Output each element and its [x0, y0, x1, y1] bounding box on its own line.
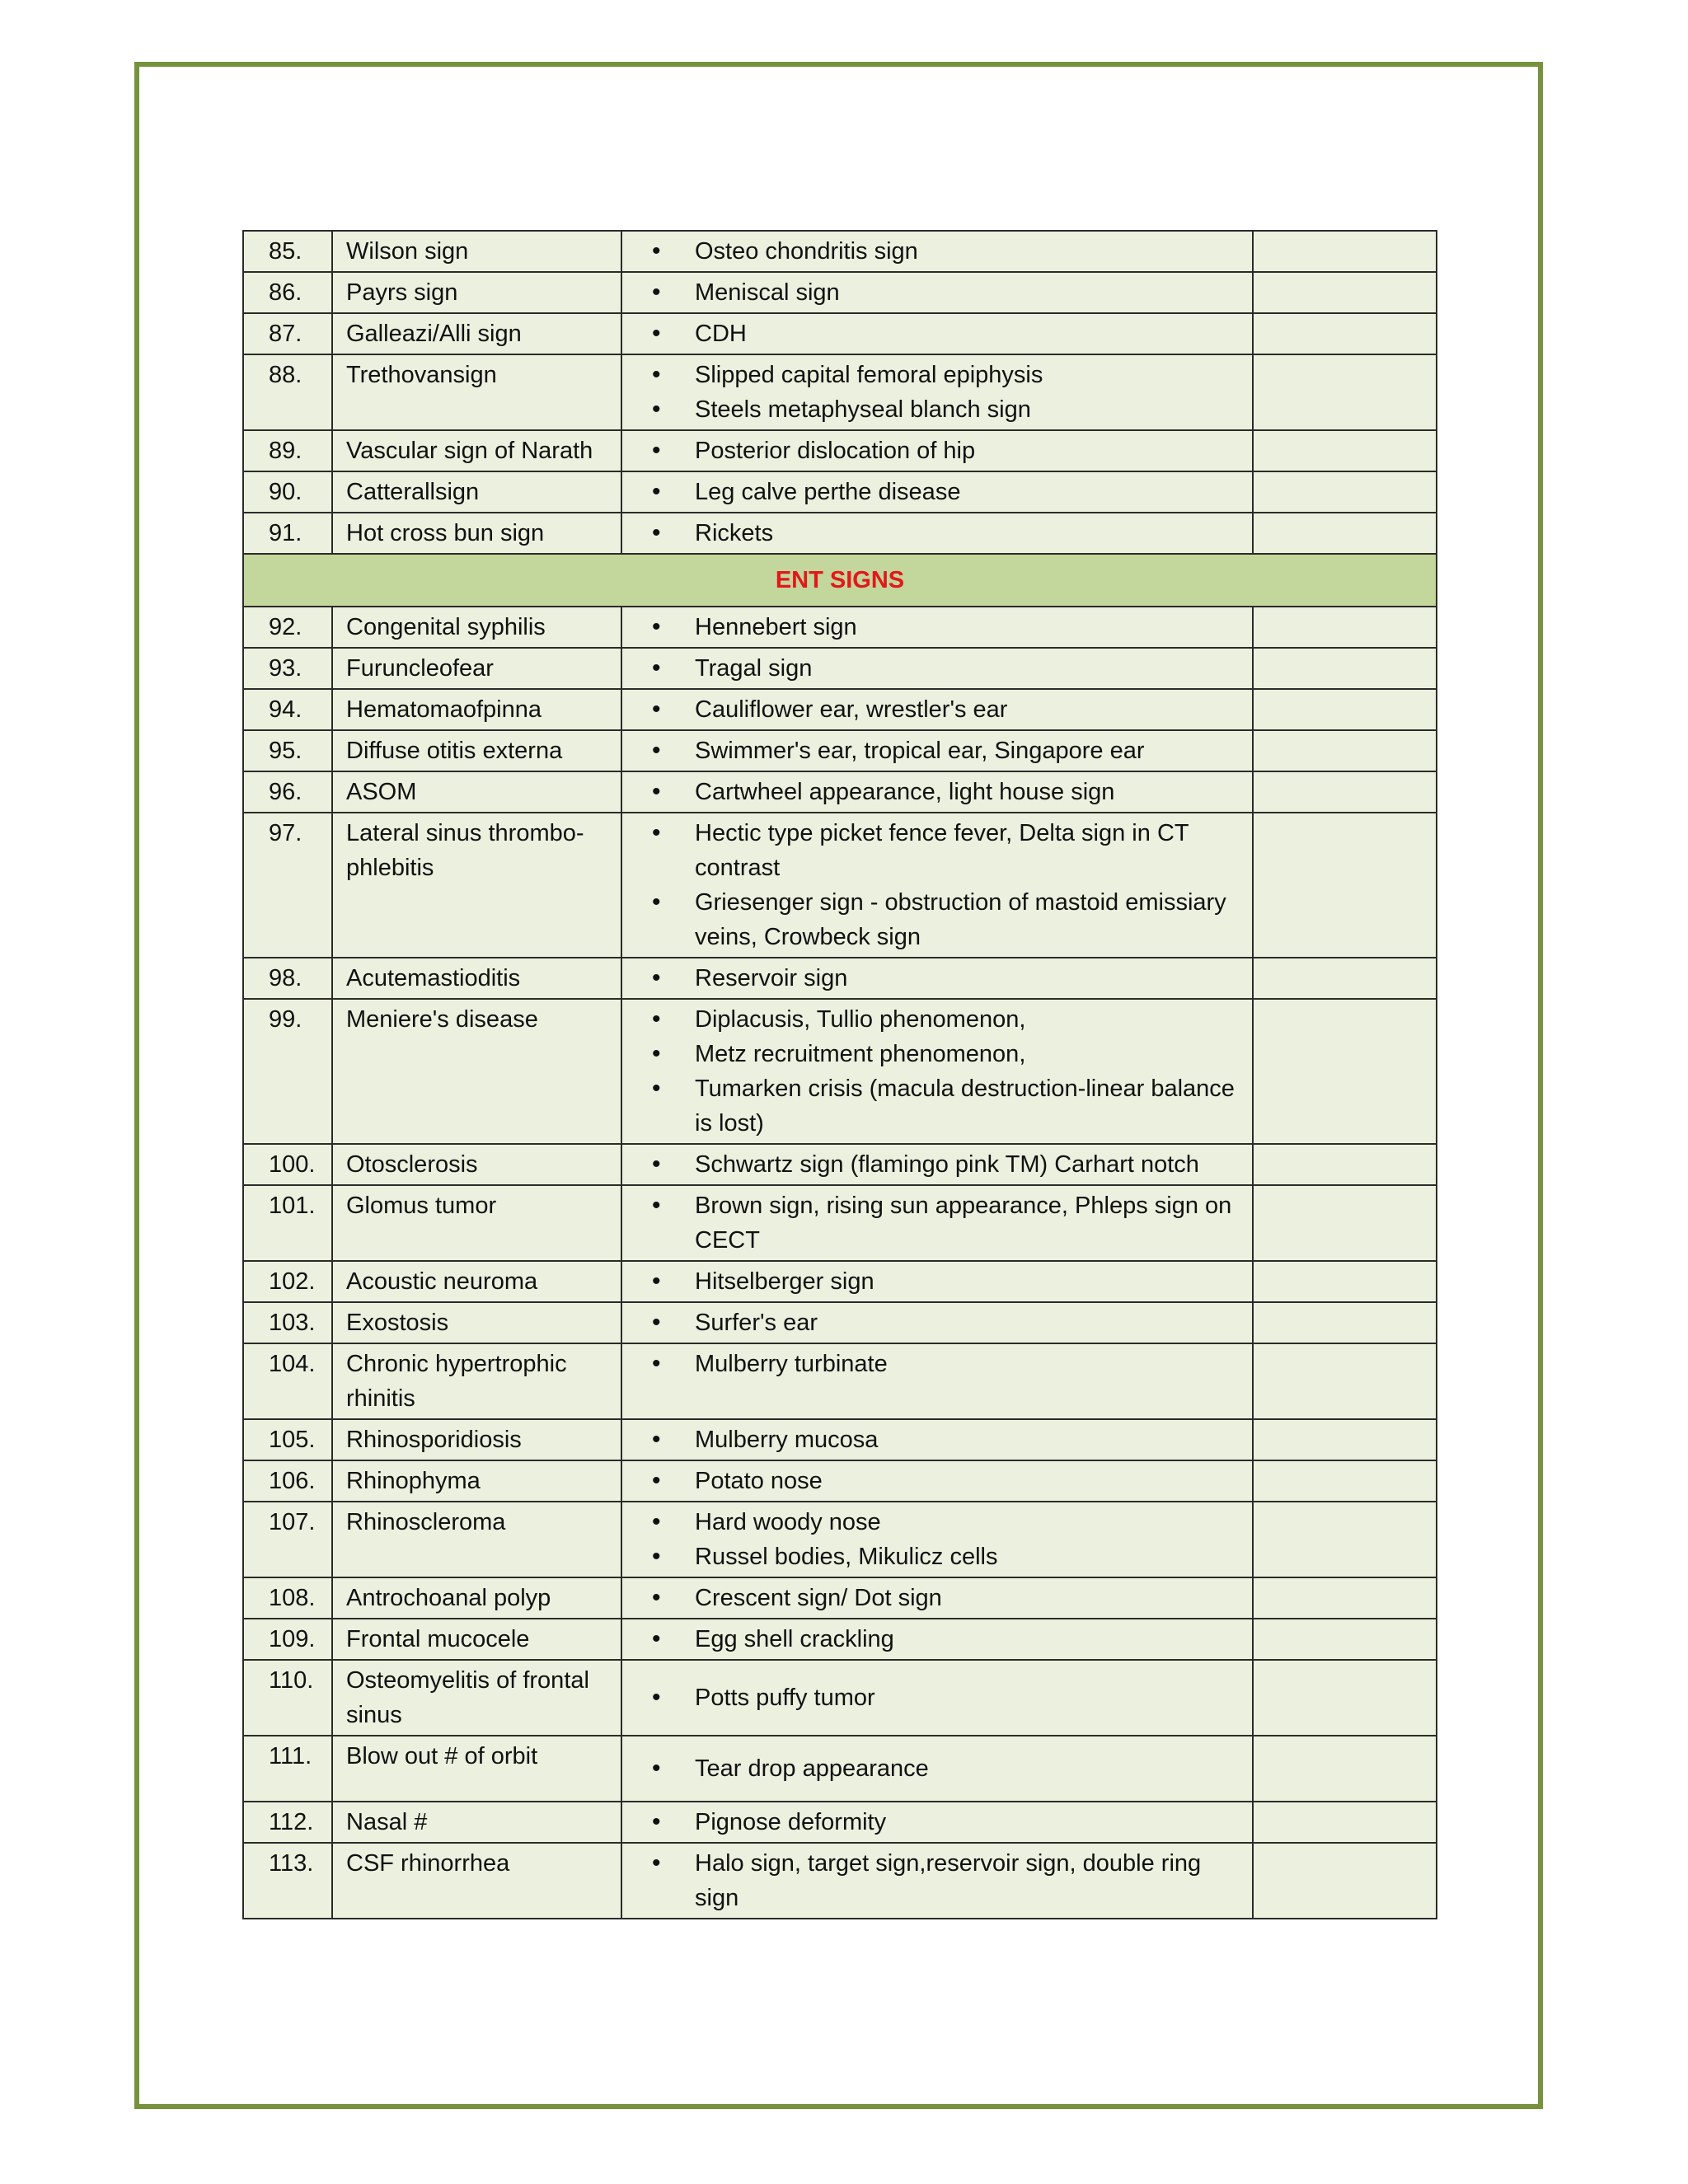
sign-item: • Cartwheel appearance, light house sign: [635, 775, 1247, 809]
sign-cell: [621, 272, 1253, 313]
table-row: [243, 958, 1437, 999]
sign-list: [635, 1581, 1247, 1615]
row-number: 94.: [243, 689, 332, 730]
row-number: 101.: [243, 1185, 332, 1261]
sign-item: • Meniscal sign: [635, 275, 1247, 310]
condition-name: Frontal mucocele: [332, 1619, 621, 1660]
row-number: 91.: [243, 513, 332, 554]
row-number: 95.: [243, 730, 332, 771]
empty-cell: [1253, 272, 1437, 313]
condition-name: Hematomaofpinna: [332, 689, 621, 730]
sign-list: [635, 434, 1247, 468]
row-number: 90.: [243, 471, 332, 513]
row-number: 86.: [243, 272, 332, 313]
sign-item: • Crescent sign/ Dot sign: [635, 1581, 1247, 1615]
sign-item: • Pignose deformity: [635, 1805, 1247, 1840]
table-row: [243, 813, 1437, 958]
sign-item: • Potato nose: [635, 1464, 1247, 1498]
empty-cell: [1253, 231, 1437, 272]
condition-name: Meniere's disease: [332, 999, 621, 1144]
table-row: [243, 430, 1437, 471]
section-title: ENT SIGNS: [243, 554, 1437, 607]
row-number: 97.: [243, 813, 332, 958]
row-number: 111.: [243, 1736, 332, 1802]
condition-name: Glomus tumor: [332, 1185, 621, 1261]
sign-cell: [621, 1144, 1253, 1185]
sign-item: • Surfer's ear: [635, 1305, 1247, 1340]
condition-name: Acutemastioditis: [332, 958, 621, 999]
empty-cell: [1253, 730, 1437, 771]
table-row: [243, 231, 1437, 272]
sign-cell: [621, 1843, 1253, 1919]
sign-item: • Hectic type picket fence fever, Delta sign in CT contrast: [635, 816, 1247, 885]
empty-cell: [1253, 1185, 1437, 1261]
sign-item: • Steels metaphyseal blanch sign: [635, 392, 1247, 427]
sign-item: • Halo sign, target sign,reservoir sign, double ring sign: [635, 1846, 1247, 1915]
sign-item: • Cauliflower ear, wrestler's ear: [635, 692, 1247, 727]
table-row: [243, 1736, 1437, 1802]
section-row: [243, 554, 1437, 607]
table-row: [243, 648, 1437, 689]
table-row: [243, 999, 1437, 1144]
sign-cell: [621, 1619, 1253, 1660]
empty-cell: [1253, 648, 1437, 689]
sign-list: [635, 692, 1247, 727]
empty-cell: [1253, 430, 1437, 471]
sign-list: [635, 961, 1247, 996]
sign-item: • Tumarken crisis (macula destruction-linear balance is lost): [635, 1071, 1247, 1141]
sign-cell: [621, 313, 1253, 354]
row-number: 112.: [243, 1802, 332, 1843]
table-row: [243, 1302, 1437, 1343]
table-row: [243, 1577, 1437, 1619]
empty-cell: [1253, 513, 1437, 554]
empty-cell: [1253, 1419, 1437, 1460]
table-row: [243, 1502, 1437, 1577]
empty-cell: [1253, 1144, 1437, 1185]
condition-name: Acoustic neuroma: [332, 1261, 621, 1302]
condition-name: Catterallsign: [332, 471, 621, 513]
row-number: 104.: [243, 1343, 332, 1419]
table-row: [243, 1261, 1437, 1302]
table-row: [243, 1185, 1437, 1261]
sign-cell: [621, 1802, 1253, 1843]
sign-item: • Osteo chondritis sign: [635, 234, 1247, 269]
table-row: [243, 1619, 1437, 1660]
sign-item: • Posterior dislocation of hip: [635, 434, 1247, 468]
condition-name: Rhinophyma: [332, 1460, 621, 1502]
sign-item: • Hennebert sign: [635, 610, 1247, 644]
sign-list: [635, 610, 1247, 644]
condition-name: Antrochoanal polyp: [332, 1577, 621, 1619]
sign-item: • Slipped capital femoral epiphysis: [635, 358, 1247, 392]
table-row: [243, 1419, 1437, 1460]
row-number: 102.: [243, 1261, 332, 1302]
sign-item: • CDH: [635, 316, 1247, 351]
condition-name: Payrs sign: [332, 272, 621, 313]
sign-cell: [621, 730, 1253, 771]
sign-item: • Leg calve perthe disease: [635, 475, 1247, 509]
sign-list: [635, 475, 1247, 509]
sign-cell: [621, 471, 1253, 513]
section-header: [243, 554, 1437, 607]
table-row: [243, 1802, 1437, 1843]
empty-cell: [1253, 1261, 1437, 1302]
table-row: [243, 1660, 1437, 1736]
condition-name: Congenital syphilis: [332, 607, 621, 648]
sign-list: [635, 733, 1247, 768]
sign-item: • Griesenger sign - obstruction of mastoid emissiary veins, Crowbeck sign: [635, 885, 1247, 954]
sign-cell: [621, 1660, 1253, 1736]
sign-cell: [621, 999, 1253, 1144]
sign-cell: [621, 430, 1253, 471]
sign-item: • Metz recruitment phenomenon,: [635, 1037, 1247, 1071]
empty-cell: [1253, 813, 1437, 958]
sign-cell: [621, 1343, 1253, 1419]
empty-cell: [1253, 471, 1437, 513]
sign-list: [635, 1505, 1247, 1574]
sign-item: • Mulberry turbinate: [635, 1347, 1247, 1381]
sign-list: [635, 775, 1247, 809]
sign-list: [635, 358, 1247, 427]
table-row: [243, 313, 1437, 354]
row-number: 109.: [243, 1619, 332, 1660]
sign-item: • Hard woody nose: [635, 1505, 1247, 1540]
row-number: 103.: [243, 1302, 332, 1343]
condition-name: Rhinosporidiosis: [332, 1419, 621, 1460]
sign-list: [635, 1347, 1247, 1381]
sign-cell: [621, 607, 1253, 648]
sign-cell: [621, 1185, 1253, 1261]
sign-list: [635, 1264, 1247, 1299]
condition-name: Rhinoscleroma: [332, 1502, 621, 1577]
sign-cell: [621, 1419, 1253, 1460]
table-row: [243, 354, 1437, 430]
table-row: [243, 513, 1437, 554]
sign-cell: [621, 1460, 1253, 1502]
row-number: 100.: [243, 1144, 332, 1185]
sign-cell: [621, 1302, 1253, 1343]
empty-cell: [1253, 607, 1437, 648]
sign-list: [635, 651, 1247, 686]
signs-table: [242, 230, 1437, 1919]
sign-list: [635, 1805, 1247, 1840]
sign-cell: [621, 689, 1253, 730]
sign-cell: [621, 1261, 1253, 1302]
row-number: 96.: [243, 771, 332, 813]
sign-cell: [621, 231, 1253, 272]
table-row: [243, 471, 1437, 513]
condition-name: Diffuse otitis externa: [332, 730, 621, 771]
condition-name: Exostosis: [332, 1302, 621, 1343]
condition-name: Nasal #: [332, 1802, 621, 1843]
empty-cell: [1253, 1343, 1437, 1419]
sign-cell: [621, 1502, 1253, 1577]
empty-cell: [1253, 1843, 1437, 1919]
sign-list: [635, 1422, 1247, 1457]
sign-item: • Potts puffy tumor: [635, 1680, 1247, 1715]
row-number: 110.: [243, 1660, 332, 1736]
table-row: [243, 771, 1437, 813]
sign-list: [635, 1188, 1247, 1258]
empty-cell: [1253, 1736, 1437, 1802]
empty-cell: [1253, 1502, 1437, 1577]
empty-cell: [1253, 1460, 1437, 1502]
sign-item: • Tear drop appearance: [635, 1751, 1247, 1786]
sign-item: • Egg shell crackling: [635, 1622, 1247, 1657]
row-number: 105.: [243, 1419, 332, 1460]
row-number: 88.: [243, 354, 332, 430]
sign-list: [635, 1680, 1247, 1715]
condition-name: Lateral sinus thrombo-phlebitis: [332, 813, 621, 958]
row-number: 93.: [243, 648, 332, 689]
sign-list: [635, 1147, 1247, 1182]
empty-cell: [1253, 1660, 1437, 1736]
sign-cell: [621, 771, 1253, 813]
table-body-ent: [243, 607, 1437, 1919]
empty-cell: [1253, 313, 1437, 354]
row-number: 89.: [243, 430, 332, 471]
condition-name: Furuncleofear: [332, 648, 621, 689]
row-number: 98.: [243, 958, 332, 999]
sign-cell: [621, 354, 1253, 430]
sign-item: • Mulberry mucosa: [635, 1422, 1247, 1457]
empty-cell: [1253, 1619, 1437, 1660]
condition-name: Chronic hypertrophic rhinitis: [332, 1343, 621, 1419]
sign-cell: [621, 513, 1253, 554]
sign-list: [635, 1846, 1247, 1915]
condition-name: Galleazi/Alli sign: [332, 313, 621, 354]
sign-cell: [621, 958, 1253, 999]
table-row: [243, 1460, 1437, 1502]
sign-cell: [621, 1736, 1253, 1802]
condition-name: Otosclerosis: [332, 1144, 621, 1185]
empty-cell: [1253, 958, 1437, 999]
sign-item: • Russel bodies, Mikulicz cells: [635, 1540, 1247, 1574]
sign-list: [635, 516, 1247, 551]
sign-list: [635, 1751, 1247, 1786]
sign-item: • Reservoir sign: [635, 961, 1247, 996]
condition-name: CSF rhinorrhea: [332, 1843, 621, 1919]
row-number: 87.: [243, 313, 332, 354]
sign-cell: [621, 1577, 1253, 1619]
sign-list: [635, 816, 1247, 954]
condition-name: Hot cross bun sign: [332, 513, 621, 554]
row-number: 106.: [243, 1460, 332, 1502]
table-row: [243, 1343, 1437, 1419]
sign-item: • Tragal sign: [635, 651, 1247, 686]
sign-list: [635, 234, 1247, 269]
table-row: [243, 1144, 1437, 1185]
empty-cell: [1253, 1577, 1437, 1619]
condition-name: Trethovansign: [332, 354, 621, 430]
sign-item: • Brown sign, rising sun appearance, Phleps sign on CECT: [635, 1188, 1247, 1258]
table-row: [243, 607, 1437, 648]
sign-cell: [621, 813, 1253, 958]
empty-cell: [1253, 999, 1437, 1144]
row-number: 107.: [243, 1502, 332, 1577]
sign-item: • Diplacusis, Tullio phenomenon,: [635, 1002, 1247, 1037]
row-number: 108.: [243, 1577, 332, 1619]
sign-list: [635, 316, 1247, 351]
sign-list: [635, 1464, 1247, 1498]
row-number: 92.: [243, 607, 332, 648]
sign-cell: [621, 648, 1253, 689]
empty-cell: [1253, 1802, 1437, 1843]
empty-cell: [1253, 689, 1437, 730]
condition-name: Blow out # of orbit: [332, 1736, 621, 1802]
row-number: 113.: [243, 1843, 332, 1919]
sign-list: [635, 1002, 1247, 1141]
condition-name: ASOM: [332, 771, 621, 813]
table-row: [243, 1843, 1437, 1919]
empty-cell: [1253, 771, 1437, 813]
condition-name: Osteomyelitis of frontal sinus: [332, 1660, 621, 1736]
condition-name: Wilson sign: [332, 231, 621, 272]
empty-cell: [1253, 354, 1437, 430]
row-number: 99.: [243, 999, 332, 1144]
table-body-ortho: [243, 231, 1437, 554]
sign-list: [635, 1305, 1247, 1340]
table-row: [243, 730, 1437, 771]
table-row: [243, 272, 1437, 313]
sign-list: [635, 1622, 1247, 1657]
row-number: 85.: [243, 231, 332, 272]
sign-item: • Swimmer's ear, tropical ear, Singapore ear: [635, 733, 1247, 768]
sign-item: • Schwartz sign (flamingo pink TM) Carhart notch: [635, 1147, 1247, 1182]
empty-cell: [1253, 1302, 1437, 1343]
sign-item: • Hitselberger sign: [635, 1264, 1247, 1299]
condition-name: Vascular sign of Narath: [332, 430, 621, 471]
sign-list: [635, 275, 1247, 310]
sign-item: • Rickets: [635, 516, 1247, 551]
table-row: [243, 689, 1437, 730]
